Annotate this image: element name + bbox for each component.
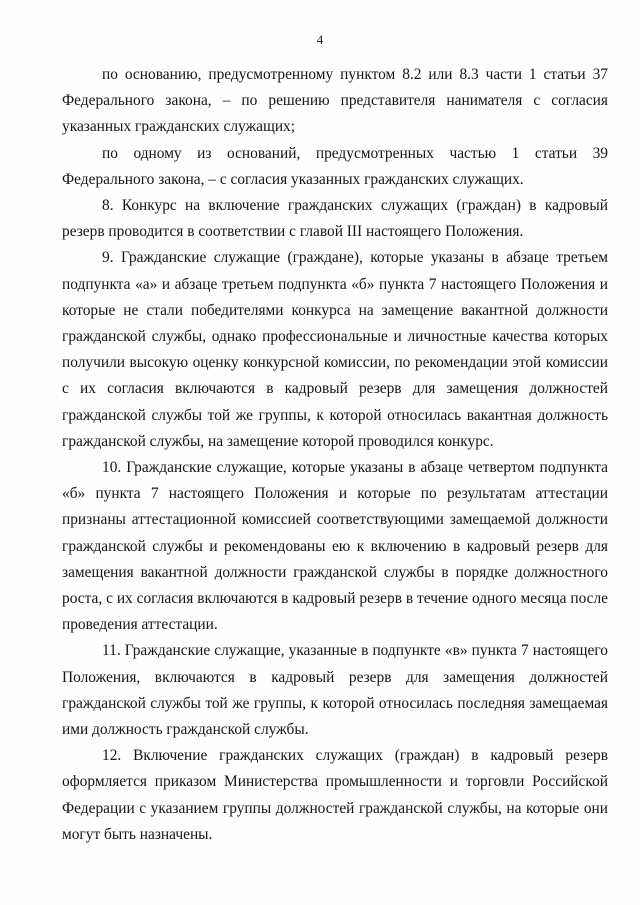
paragraph-12-order: 12. Включение гражданских служащих (граждан) в кадровый резерв оформляется приказом Министерства промышленности и торговли Российской Федерации с указанием группы должностей гражданской службы, на которые они могут быть назначены.: [62, 747, 608, 843]
paragraph-grounds-8-2-8-3: по основанию, предусмотренному пунктом 8.2 или 8.3 части 1 статьи 37 Федерального закона, – по решению представителя нанимателя с согласия указанных гражданских служащих;: [62, 66, 608, 136]
paragraph-11-subparagraph-v: 11. Гражданские служащие, указанные в подпункте «в» пункта 7 настоящего Положения, включаются в кадровый резерв для замещения должностей гражданской службы той же группы, к которой относилась последняя замещаемая ими должность гражданской службы.: [62, 642, 608, 739]
paragraph-8-competition: 8. Конкурс на включение гражданских служащих (граждан) в кадровый резерв проводится в соответствии с главой III настоящего Положения.: [62, 197, 608, 241]
paragraph-grounds-39: по одному из оснований, предусмотренных частью 1 статьи 39 Федерального закона, – с согласия указанных гражданских служащих.: [62, 144, 608, 188]
paragraph-9-candidates: 9. Гражданские служащие (граждане), которые указаны в абзаце третьем подпункта «а» и абзаце третьем подпункта «б» пункта 7 настоящего Положения и которые не стали победителями конкурса на замещение вакантной должности гражданской службы, однако профессиональные и личностные качества которых получили высокую оценку конкурсной комиссии, по рекомендации этой комиссии с их согласия включаются в кадровый резерв для замещения должностей гражданской службы той же группы, к которой относилась вакантная должность гражданской службы, на замещение которой проводился конкурс.: [62, 249, 608, 450]
document-body: [62, 62, 608, 848]
paragraph-10-attestation: 10. Гражданские служащие, которые указаны в абзаце четвертом подпункта «б» пункта 7 настоящего Положения и которые по результатам аттестации признаны аттестационной комиссией соответствующими замещаемой должности гражданской службы и рекомендованы ею к включению в кадровый резерв для замещения вакантной должности гражданской службы в порядке должностного роста, с их согласия включаются в кадровый резерв в течение одного месяца после проведения аттестации.: [62, 459, 608, 634]
page-number: 4: [316, 32, 324, 47]
